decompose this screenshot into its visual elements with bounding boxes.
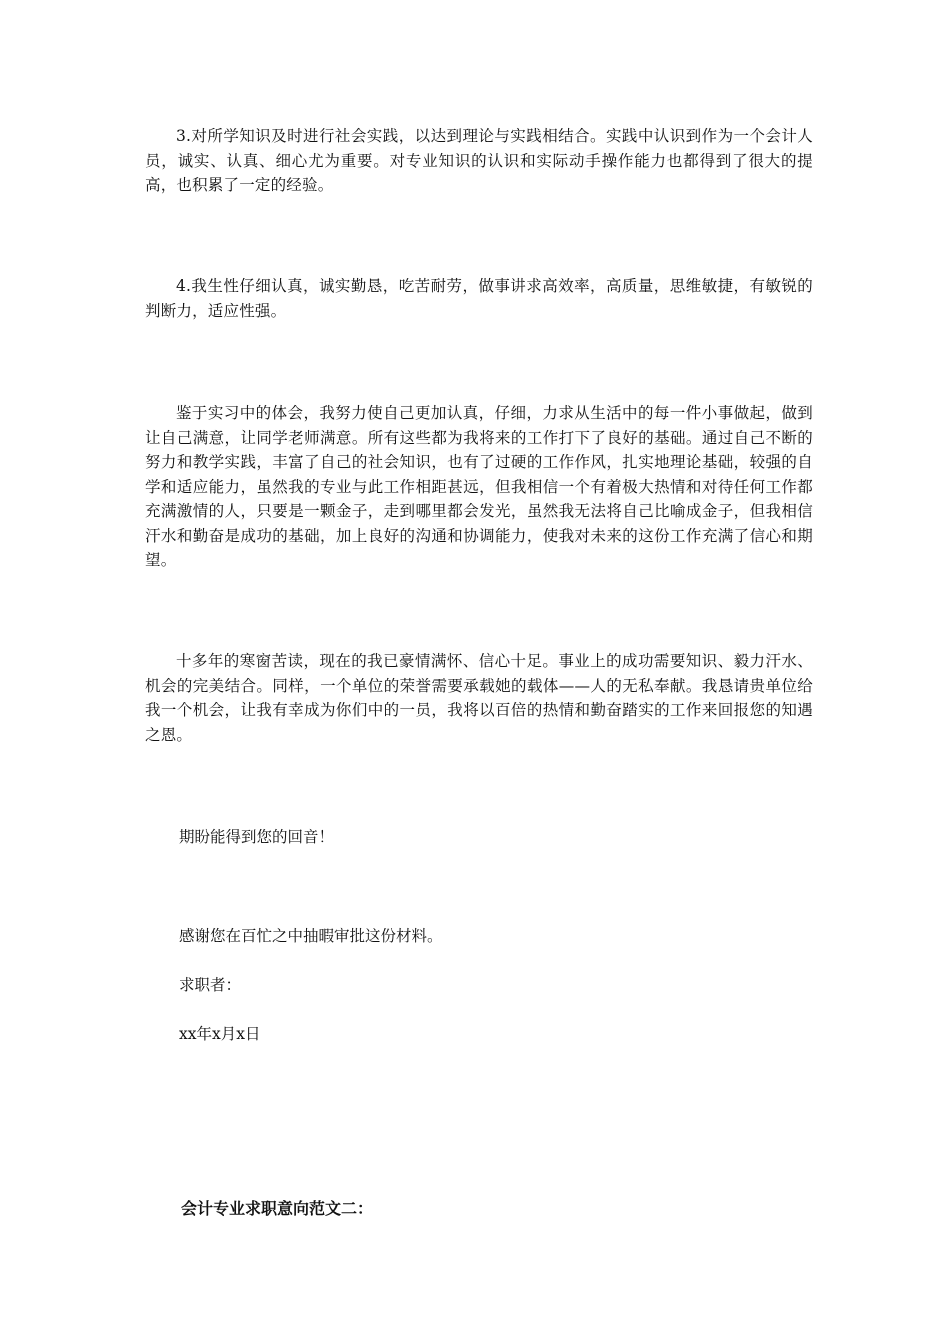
section-heading: 会计专业求职意向范文二： <box>181 1199 374 1218</box>
closing-date: xx年x月x日 <box>179 1025 261 1043</box>
closing-thanks: 感谢您在百忙之中抽暇审批这份材料。 <box>179 927 443 945</box>
paragraph-personality: 4.我生性仔细认真，诚实勤恳，吃苦耐劳，做事讲求高效率，高质量，思维敏捷，有敏锐的判断力，适应性强。 <box>145 277 813 320</box>
paragraph-practice: 3.对所学知识及时进行社会实践，以达到理论与实践相结合。实践中认识到作为一个会计人员，诚实、认真、细心尤为重要。对专业知识的认识和实际动手操作能力也都得到了很大的提高，也积累了一定的经验。 <box>145 127 813 194</box>
closing-applicant: 求职者： <box>179 976 242 994</box>
closing-hope: 期盼能得到您的回音！ <box>179 828 335 846</box>
paragraph-aspiration: 十多年的寒窗苦读，现在的我已豪情满怀、信心十足。事业上的成功需要知识、毅力汗水、机会的完美结合。同样，一个单位的荣誉需要承载她的载体——人的无私奉献。我恳请贵单位给我一个机会，让我有幸成为你们中的一员，我将以百倍的热情和勤奋踏实的工作来回报您的知遇之恩。 <box>145 652 813 744</box>
paragraph-internship: 鉴于实习中的体会，我努力使自己更加认真，仔细，力求从生活中的每一件小事做起，做到让自己满意，让同学老师满意。所有这些都为我将来的工作打下了良好的基础。通过自己不断的努力和教学实践，丰富了自己的社会知识，也有了过硬的工作作风，扎实地理论基础，较强的自学和适应能力，虽然我的专业与此工作相距甚远，但我相信一个有着极大热情和对待任何工作都充满激情的人，只要是一颗金子，走到哪里都会发光，虽然我无法将自己比喻成金子，但我相信汗水和勤奋是成功的基础，加上良好的沟通和协调能力，使我对未来的这份工作充满了信心和期望。 <box>145 404 813 569</box>
